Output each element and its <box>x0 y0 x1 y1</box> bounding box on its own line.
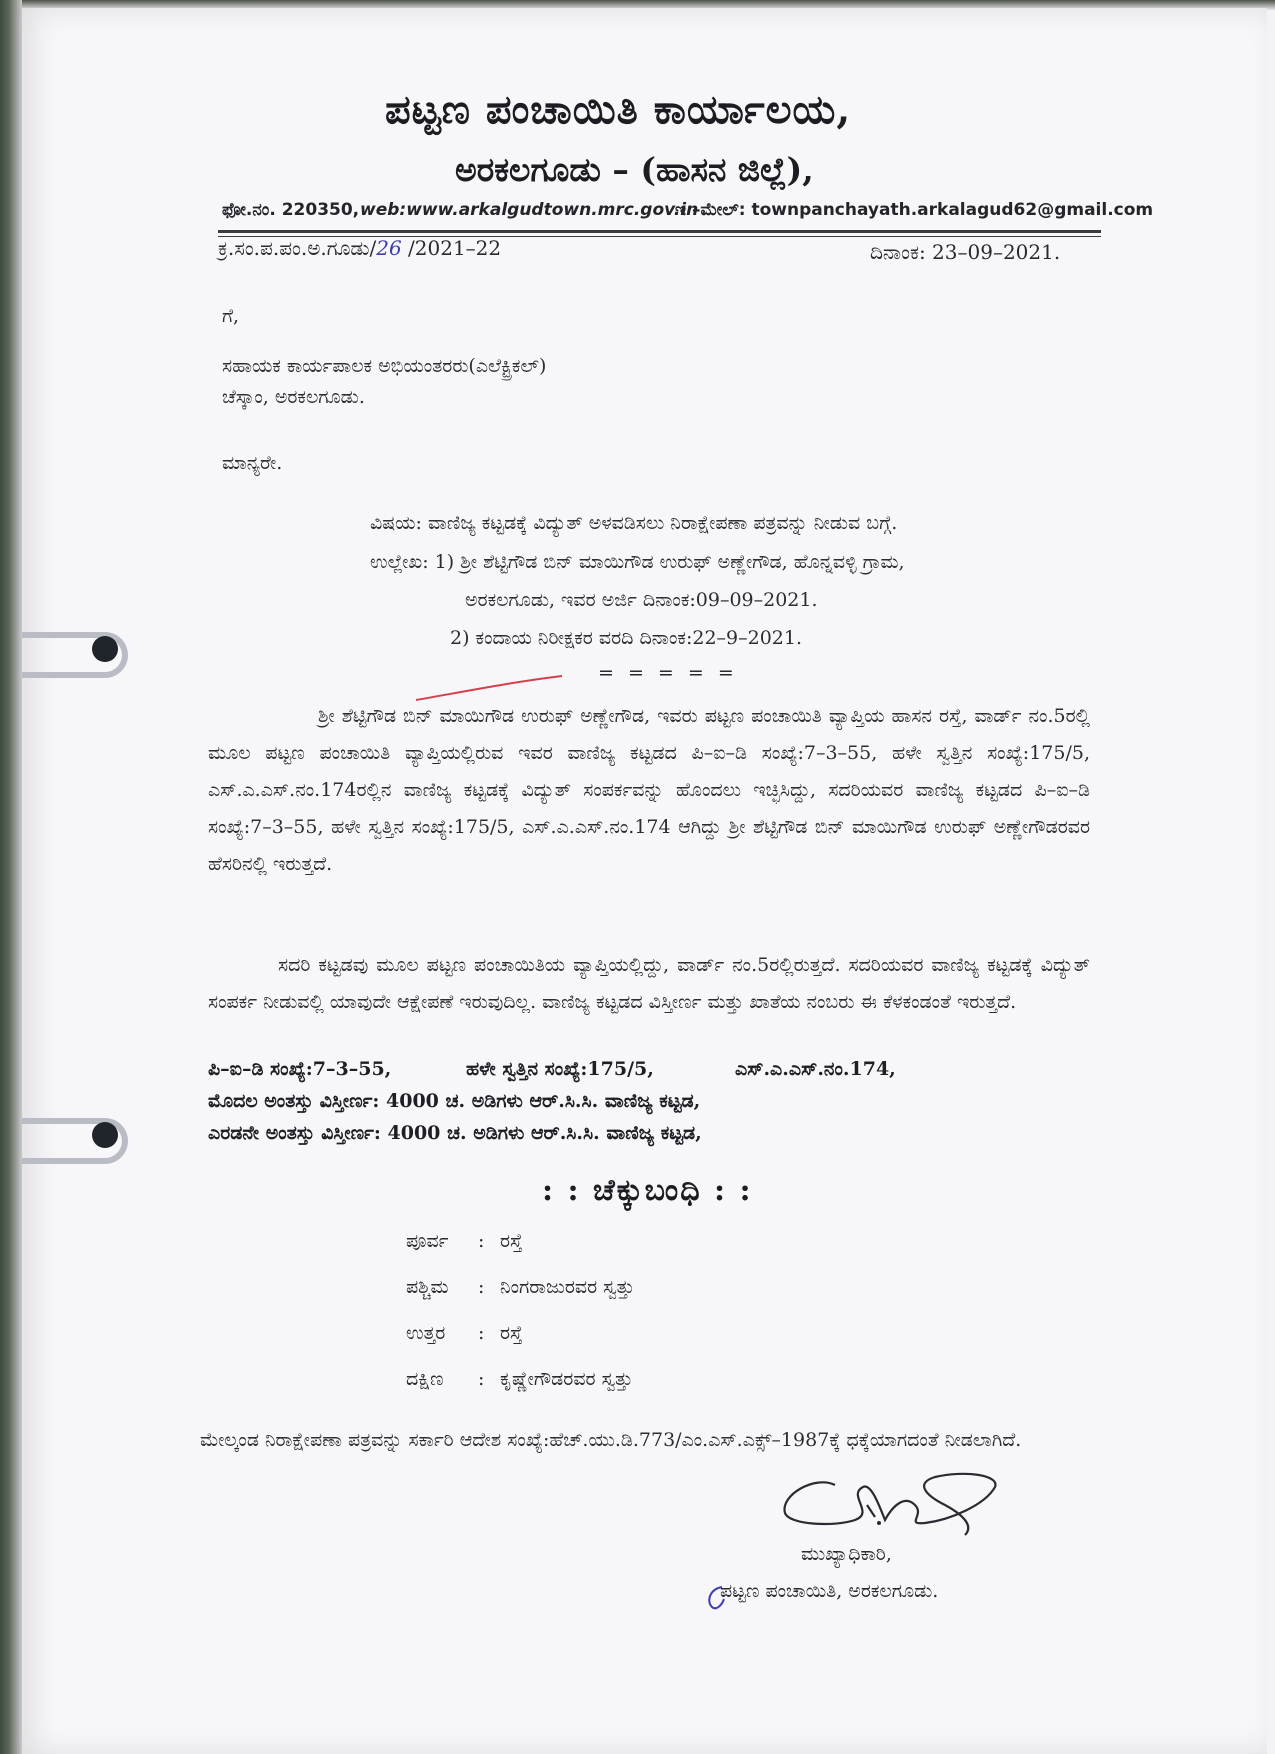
boundary-value: ರಸ್ತೆ <box>500 1322 523 1344</box>
second-floor-area: ಎರಡನೇ ಅಂತಸ್ತು ವಿಸ್ತೀರ್ಣ: 4000 ಚ. ಅಡಿಗಳು ಆರ್.ಸಿ.ಸಿ. ವಾಣಿಜ್ಯ ಕಟ್ಟಡ, <box>208 1122 702 1144</box>
boundary-value: ರಸ್ತೆ <box>500 1230 523 1252</box>
sas-number: ಎಸ್.ಎ.ಎಸ್.ನಂ.174, <box>735 1058 896 1080</box>
salutation: ಮಾನ್ಯರೇ. <box>222 452 283 474</box>
letterhead-email: ಇ –ಮೇಲ್: townpanchayath.arkalagud62@gmail.com <box>675 200 1154 220</box>
boundary-direction: ಪಶ್ಚಿಮ <box>406 1276 449 1298</box>
recipient-line-2: ಚೆಸ್ಕಾಂ, ಅರಕಲಗೂಡು. <box>222 386 365 408</box>
reference-line-3: 2) ಕಂದಾಯ ನಿರೀಕ್ಷಕರ ವರದಿ ದಿನಾಂಕ:22–9–2021. <box>450 627 803 649</box>
section-divider: = = = = = <box>598 662 738 684</box>
handwritten-reference-number: 26 <box>376 236 402 260</box>
subject-line: ವಿಷಯ: ವಾಣಿಜ್ಯ ಕಟ್ಟಡಕ್ಕೆ ವಿದ್ಯುತ್ ಅಳವಡಿಸಲು ನಿರಾಕ್ಷೇಪಣಾ ಪತ್ರವನ್ನು ನೀಡುವ ಬಗ್ಗೆ. <box>370 512 898 534</box>
old-property-number: ಹಳೇ ಸ್ವತ್ತಿನ ಸಂಖ್ಯೆ:175/5, <box>466 1058 654 1080</box>
letter-date: ದಿನಾಂಕ: 23–09–2021. <box>870 240 1061 264</box>
header-rule <box>218 230 1101 233</box>
boundary-separator: : <box>478 1322 485 1344</box>
body-paragraph-2: ಸದರಿ ಕಟ್ಟಡವು ಮೂಲ ಪಟ್ಟಣ ಪಂಚಾಯಿತಿಯ ವ್ಯಾಪ್ತಿಯಲ್ಲಿದ್ದು, ವಾರ್ಡ್ ನಂ.5ರಲ್ಲಿರುತ್ತದೆ. ಸದರಿಯವರ ವಾಣಿಜ್ಯ ಕಟ್ಟಡಕ್ಕೆ ವಿದ್ಯುತ್ ಸಂಪರ್ಕ ನೀಡುವಲ್ಲಿ ಯಾವುದೇ ಆಕ್ಷೇಪಣೆ ಇರುವುದಿಲ್ಲ. ವಾಣಿಜ್ಯ ಕಟ್ಟಡದ ವಿಸ್ತೀರ್ಣ ಮತ್ತು ಖಾತೆಯ ನಂಬರು ಈ ಕೆಳಕಂಡಂತೆ ಇರುತ್ತದೆ. <box>208 954 1090 1013</box>
reference-prefix: ಕ್ರ.ಸಂ.ಪ.ಪಂ.ಅ.ಗೂಡು/ <box>218 236 377 260</box>
reference-line-1: ಉಲ್ಲೇಖ: 1) ಶ್ರೀ ಶೆಟ್ಟಿಗೌಡ ಬಿನ್ ಮಾಯಿಗೌಡ ಉರುಫ್ ಅಣ್ಣೇಗೌಡ, ಹೊನ್ನವಳ್ಳಿ ಗ್ರಾಮ, <box>370 551 905 573</box>
boundary-direction: ಉತ್ತರ <box>406 1322 446 1344</box>
reference-line-2: ಅರಕಲಗೂಡು, ಇವರ ಅರ್ಜಿ ದಿನಾಂಕ:09–09–2021. <box>465 589 818 611</box>
boundary-direction: ದಕ್ಷಿಣ <box>406 1368 444 1390</box>
signature-image <box>775 1465 1005 1545</box>
first-floor-area: ಮೊದಲ ಅಂತಸ್ತು ವಿಸ್ತೀರ್ಣ: 4000 ಚ. ಅಡಿಗಳು ಆರ್.ಸಿ.ಸಿ. ವಾಣಿಜ್ಯ ಕಟ್ಟಡ, <box>208 1090 701 1112</box>
body-paragraph-1: ಶ್ರೀ ಶೆಟ್ಟಿಗೌಡ ಬಿನ್ ಮಾಯಿಗೌಡ ಉರುಫ್ ಅಣ್ಣೇಗೌಡ, ಇವರು ಪಟ್ಟಣ ಪಂಚಾಯಿತಿ ವ್ಯಾಪ್ತಿಯ ಹಾಸನ ರಸ್ತೆ, ವಾರ್ಡ್ ನಂ.5ರಲ್ಲಿ ಮೂಲ ಪಟ್ಟಣ ಪಂಚಾಯಿತಿ ವ್ಯಾಪ್ತಿಯಲ್ಲಿರುವ ಇವರ ವಾಣಿಜ್ಯ ಕಟ್ಟಡದ ಪಿ–ಐ–ಡಿ ಸಂಖ್ಯೆ:7–3–55, ಹಳೇ ಸ್ವತ್ತಿನ ಸಂಖ್ಯೆ:175/5, ಎಸ್.ಎ.ಎಸ್.ನಂ.174ರಲ್ಲಿನ ವಾಣಿಜ್ಯ ಕಟ್ಟಡಕ್ಕೆ ವಿದ್ಯುತ್ ಸಂಪರ್ಕವನ್ನು ಹೊಂದಲು ಇಚ್ಛಿಸಿದ್ದು, ಸದರಿಯವರ ವಾಣಿಜ್ಯ ಕಟ್ಟಡದ ಪಿ–ಐ–ಡಿ ಸಂಖ್ಯೆ:7–3–55, ಹಳೇ ಸ್ವತ್ತಿನ ಸಂಖ್ಯೆ:175/5, ಎಸ್.ಎ.ಎಸ್.ನಂ.174 ಆಗಿದ್ದು ಶ್ರೀ ಶೆಟ್ಟಿಗೌಡ ಬಿನ್ ಮಾಯಿಗೌಡ ಉರುಫ್ ಅಣ್ಣೇಗೌಡರವರ ಹೆಸರಿನಲ್ಲಿ ಇರುತ್ತದೆ. <box>208 705 1090 875</box>
boundary-separator: : <box>478 1368 485 1390</box>
boundary-direction: ಪೂರ್ವ <box>406 1230 449 1252</box>
scan-left-edge <box>0 0 22 1754</box>
punch-hole <box>92 1122 118 1148</box>
closing-paragraph: ಮೇಲ್ಕಂಡ ನಿರಾಕ್ಷೇಪಣಾ ಪತ್ರವನ್ನು ಸರ್ಕಾರಿ ಆದೇಶ ಸಂಖ್ಯೆ:ಹೆಚ್.ಯು.ಡಿ.773/ಎಂ.ಎಸ್.ಎಕ್ಸ್–1987ಕ್ಕೆ ಧಕ್ಕೆಯಾಗದಂತೆ ನೀಡಲಾಗಿದೆ. <box>200 1429 1022 1451</box>
reference-number <box>218 236 501 260</box>
boundary-value: ನಿಂಗರಾಜುರವರ ಸ್ವತ್ತು <box>500 1276 635 1298</box>
boundary-separator: : <box>478 1276 485 1298</box>
letterhead-website: web:www.arkalgudtown.mrc.gov.in <box>360 200 699 220</box>
recipient-line-1: ಸಹಾಯಕ ಕಾರ್ಯಪಾಲಕ ಅಭಿಯಂತರರು(ಎಲೆಕ್ಟ್ರಿಕಲ್) <box>222 355 547 377</box>
boundaries-heading: : : ಚೆಕ್ಕುಬಂಧಿ : : <box>542 1173 753 1208</box>
signatory-office: ಪಟ್ಟಣ ಪಂಚಾಯಿತಿ, ಅರಕಲಗೂಡು. <box>720 1580 939 1602</box>
reference-suffix: /2021–22 <box>401 236 502 260</box>
letterhead-phone: ಫೋ.ನಂ. 220350, <box>222 200 360 220</box>
pid-number: ಪಿ–ಐ–ಡಿ ಸಂಖ್ಯೆ:7–3–55, <box>208 1058 392 1080</box>
letterhead-subtitle: ಅರಕಲಗೂಡು – (ಹಾಸನ ಜಿಲ್ಲೆ), <box>455 150 814 189</box>
punch-hole <box>92 636 118 662</box>
recipient-to: ಗೆ, <box>222 305 240 327</box>
letterhead-title: ಪಟ್ಟಣ ಪಂಚಾಯಿತಿ ಕಾರ್ಯಾಲಯ, <box>385 86 852 133</box>
boundary-value: ಕೃಷ್ಣೇಗೌಡರವರ ಸ್ವತ್ತು <box>500 1368 633 1390</box>
signatory-title: ಮುಖ್ಯಾಧಿಕಾರಿ, <box>801 1543 892 1565</box>
boundary-separator: : <box>478 1230 485 1252</box>
